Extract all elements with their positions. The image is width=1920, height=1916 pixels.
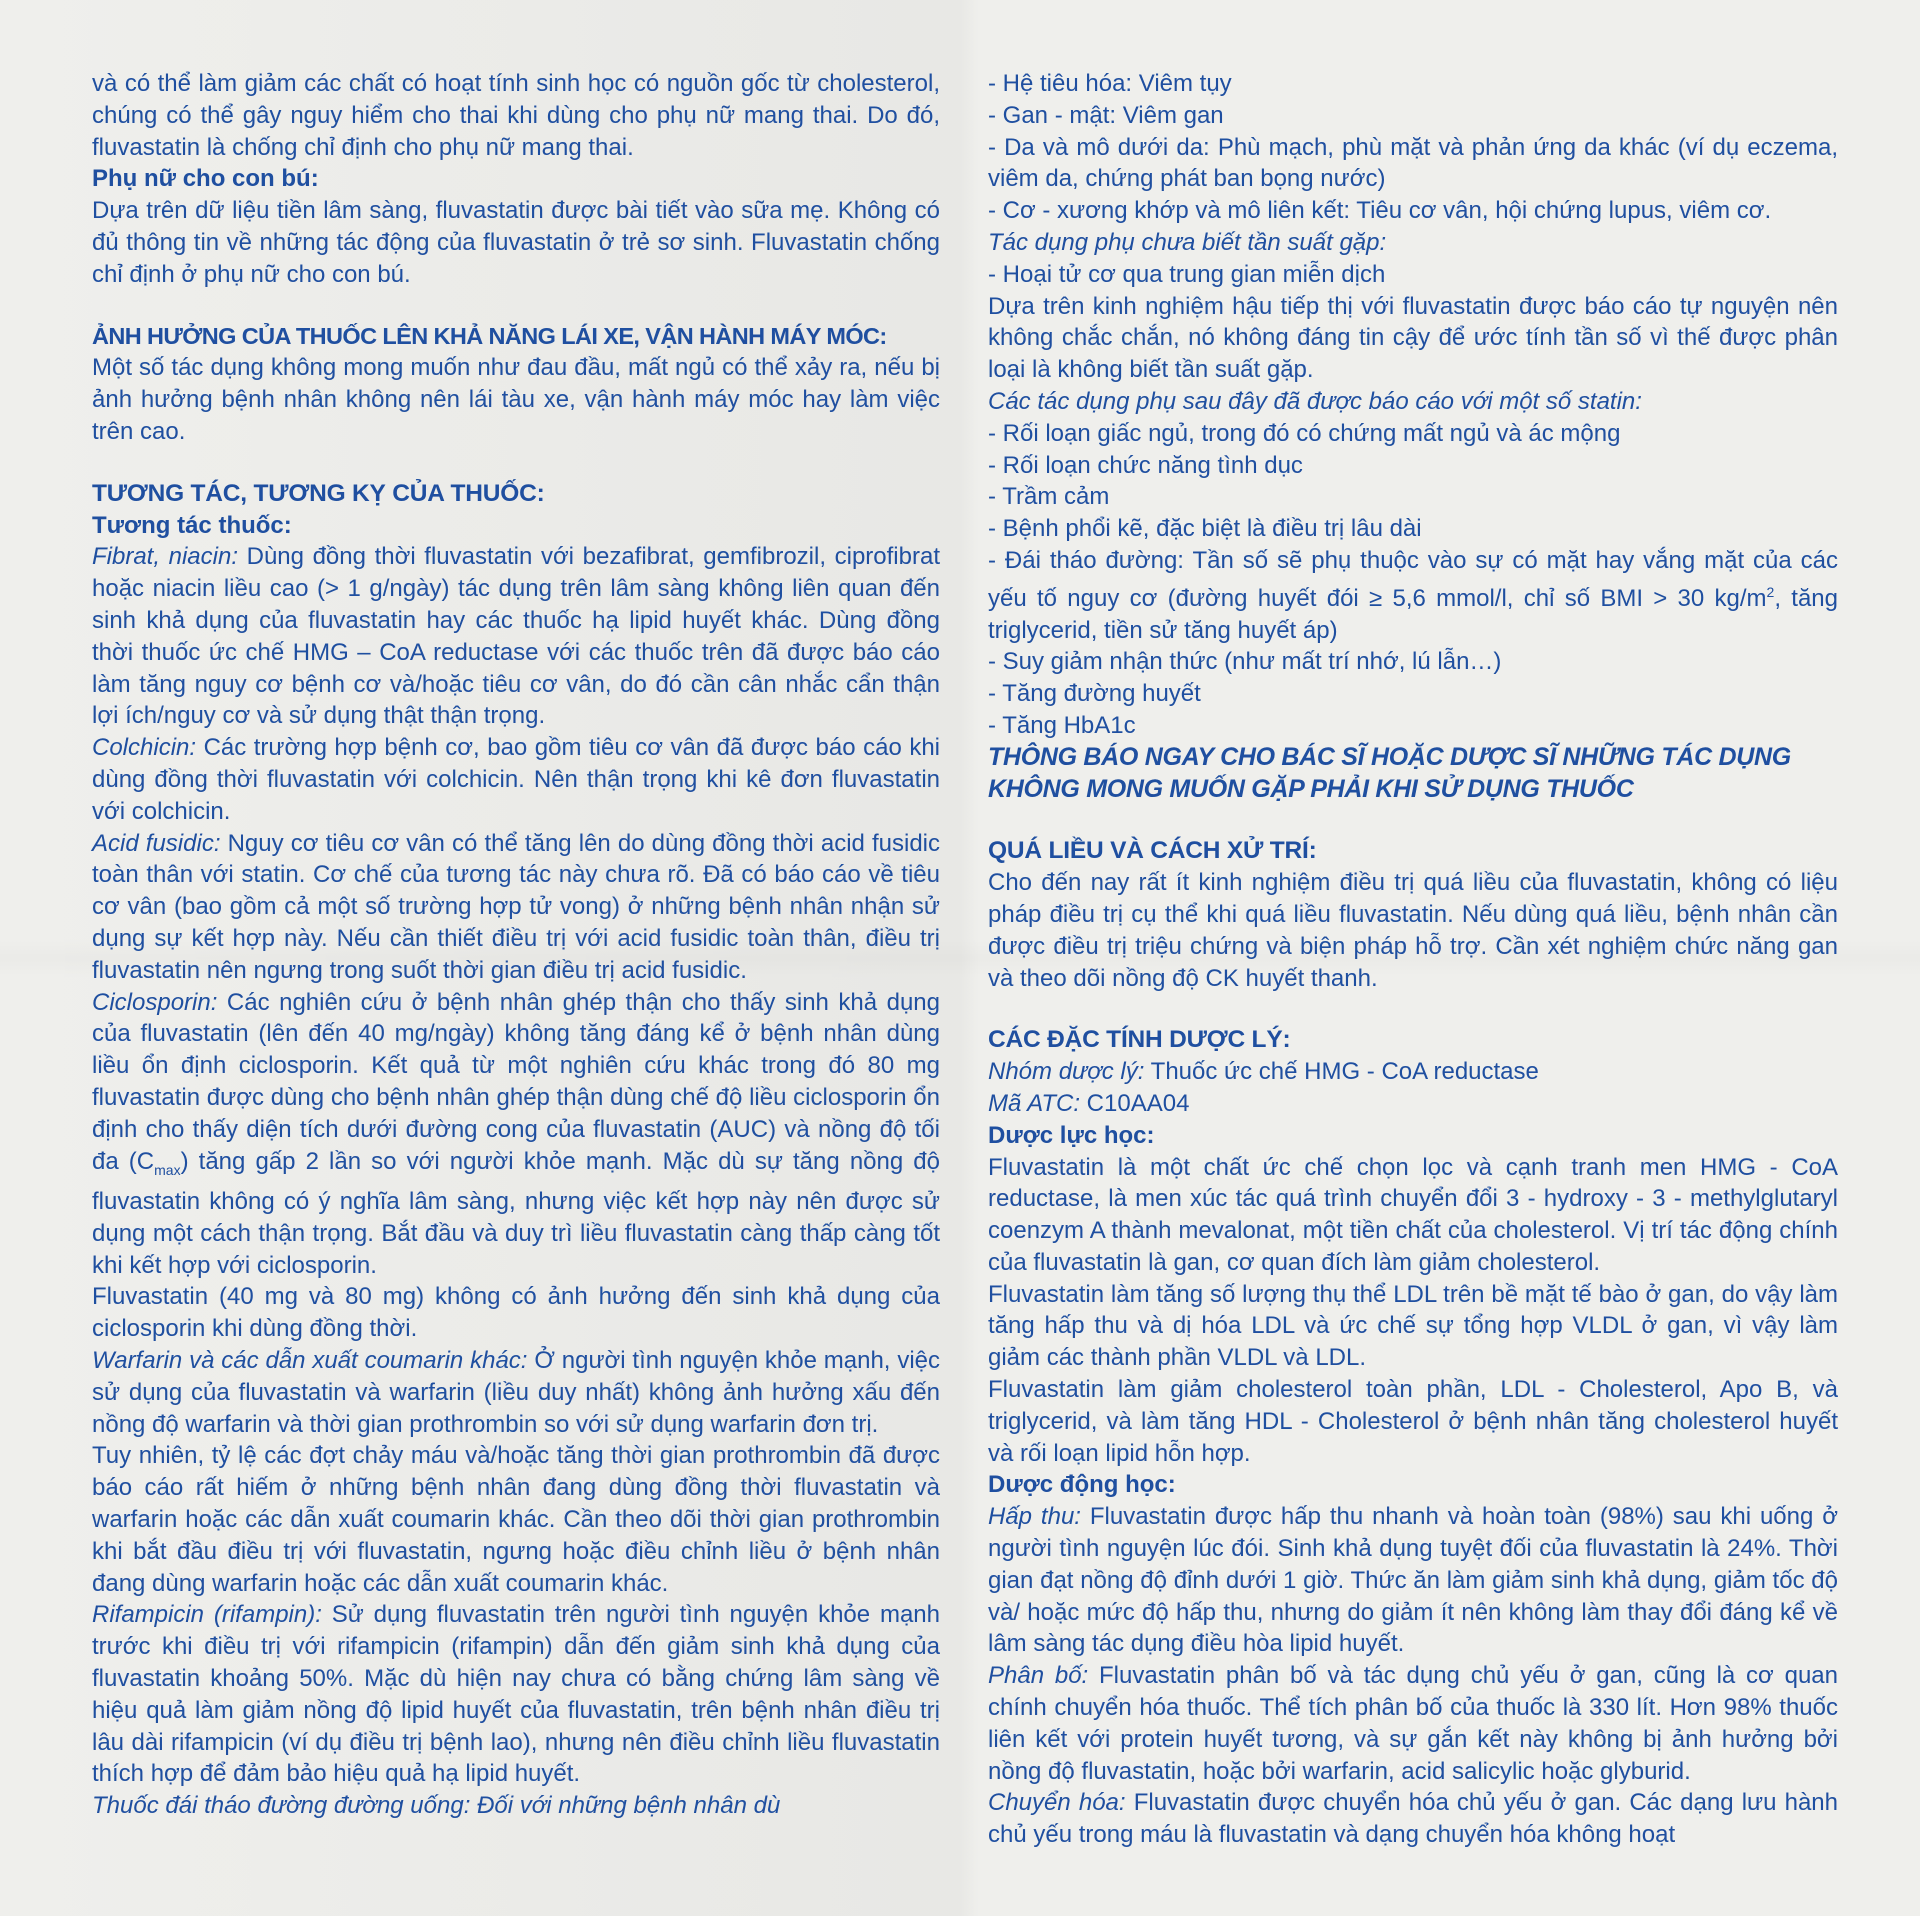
report-alert: THÔNG BÁO NGAY CHO BÁC SĨ HOẶC DƯỢC SĨ NHỮNG TÁC DỤNG KHÔNG MONG MUỐN GẶP PHẢI KHI SỬ DỤNG THUỐC	[988, 742, 1791, 803]
metabolism-label: Chuyển hóa:	[988, 1789, 1126, 1817]
pharmacodynamics-paragraph-2: Fluvastatin làm tăng số lượng thụ thể LDL trên bề mặt tế bào ở gan, do vậy làm tăng hấp thu và dị hóa LDL và ức chế sự tổng hợp VLDL ở gan, vì vậy làm giảm các thành phần VLDL và LDL.	[988, 1280, 1838, 1372]
driving-heading: ẢNH HƯỞNG CỦA THUỐC LÊN KHẢ NĂNG LÁI XE, VẬN HÀNH MÁY MÓC:	[92, 322, 887, 349]
pharmacokinetics-heading: Dược động học:	[988, 1471, 1176, 1499]
colchicin-label: Colchicin:	[92, 734, 197, 762]
superscript-2: 2	[1766, 583, 1775, 600]
cutoff-line: Thuốc đái tháo đường đường uống: Đối với những bệnh nhân dù	[92, 1792, 781, 1820]
driving-paragraph: Một số tác dụng không mong muốn như đau đầu, mất ngủ có thể xảy ra, nếu bị ảnh hưởng bệnh nhân không nên lái tàu xe, vận hành máy móc hay làm việc trên cao.	[92, 354, 940, 445]
metabolism-text: Fluvastatin được chuyển hóa chủ yếu ở gan. Các dạng lưu hành chủ yếu trong máu là fluvastatin và dạng chuyển hóa không hoạt	[988, 1789, 1838, 1849]
absorption-label: Hấp thu:	[988, 1503, 1081, 1531]
pharmacodynamics-heading: Dược lực học:	[988, 1121, 1155, 1149]
statin-item-2: - Rối loạn chức năng tình dục	[988, 451, 1303, 479]
distribution-label: Phân bố:	[988, 1662, 1089, 1690]
ciclosporin-text-a: Các nghiên cứu ở bệnh nhân ghép thận cho thấy sinh khả dụng của fluvastatin (lên đến 40 mg/ngày) không tăng đáng kể ở bệnh nhân dùng liều ổn định ciclosporin. Kết quả từ một nghiên cứu khác trong đó 80 mg fluvastatin được dùng cho bệnh nhân ghép thận dùng chế độ liều ciclosporin ổn định cho thấy diện tích dưới đường cong của fluvastatin (AUC) và nồng độ tối đa (C	[92, 988, 940, 1175]
distribution-paragraph	[988, 1660, 1838, 1787]
unknown-frequency-heading: Tác dụng phụ chưa biết tần suất gặp:	[988, 228, 1387, 256]
warfarin-label: Warfarin và các dẫn xuất coumarin khác:	[92, 1347, 528, 1375]
rifampicin-paragraph	[92, 1599, 940, 1790]
ciclosporin-paragraph-2: Fluvastatin (40 mg và 80 mg) không có ảnh hưởng đến sinh khả dụng của ciclosporin khi dùng đồng thời.	[92, 1283, 940, 1343]
overdose-paragraph: Cho đến nay rất ít kinh nghiệm điều trị quá liều của fluvastatin, không có liệu pháp điều trị cụ thể khi quá liều fluvastatin. Nếu dùng quá liều, bệnh nhân cần được điều trị triệu chứng và biện pháp hỗ trợ. Cần xét nghiệm chức năng gan và theo dõi nồng độ CK huyết thanh.	[988, 869, 1838, 992]
side-effect-item-1: - Hệ tiêu hóa: Viêm tụy	[988, 70, 1232, 97]
statin-item-4: - Bệnh phổi kẽ, đặc biệt là điều trị lâu dài	[988, 515, 1422, 543]
overdose-heading: QUÁ LIỀU VÀ CÁCH XỬ TRÍ:	[988, 837, 1317, 865]
group-label: Nhóm dược lý:	[988, 1058, 1145, 1086]
pharmacological-group	[988, 1056, 1838, 1088]
group-text: Thuốc ức chế HMG - CoA reductase	[1144, 1058, 1539, 1086]
ciclosporin-text-b: ) tăng gấp 2 lần so với người khỏe mạnh. Mặc dù sự tăng nồng độ fluvastatin không có ý nghĩa lâm sàng, nhưng việc kết hợp này nên được sử dụng một cách thận trọng. Bắt đầu và duy trì liều fluvastatin càng thấp càng tốt khi kết hợp với ciclosporin.	[92, 1147, 940, 1279]
unknown-frequency-item: - Hoại tử cơ qua trung gian miễn dịch	[988, 260, 1386, 288]
side-effect-item-3: - Da và mô dưới da: Phù mạch, phù mặt và phản ứng da khác (ví dụ eczema, viêm da, chứng phát ban bọng nước)	[988, 133, 1838, 193]
colchicin-paragraph	[92, 732, 940, 827]
colchicin-text: Các trường hợp bệnh cơ, bao gồm tiêu cơ vân đã được báo cáo khi dùng đồng thời fluvastatin với colchicin. Nên thận trọng khi kê đơn fluvastatin với colchicin.	[92, 734, 940, 825]
fusidic-text: Nguy cơ tiêu cơ vân có thể tăng lên do dùng đồng thời acid fusidic toàn thân với statin. Cơ chế của tương tác này chưa rõ. Đã có báo cáo về tiêu cơ vân (bao gồm cả một số trường hợp tử vong) ở những bệnh nhân nhận sử dụng sự kết hợp này. Nếu cần thiết điều trị với acid fusidic toàn thân, điều trị fluvastatin nên ngưng trong suốt thời gian điều trị acid fusidic.	[92, 829, 940, 984]
statin-item-3: - Trầm cảm	[988, 483, 1110, 511]
drug-interaction-heading: Tương tác thuốc:	[92, 511, 292, 539]
absorption-text: Fluvastatin được hấp thu nhanh và hoàn toàn (98%) sau khi uống ở người tình nguyện lúc đói. Sinh khả dụng tuyệt đối của fluvastatin là 24%. Thời gian đạt nồng độ đỉnh dưới 1 giờ. Thức ăn làm giảm sinh khả dụng, giảm tốc độ và/ hoặc mức độ hấp thu, nhưng do giảm ít nên không làm thay đổi đáng kể về lâm sàng tác dụng điều hòa lipid huyết.	[988, 1503, 1838, 1658]
rifampicin-label: Rifampicin (rifampin):	[92, 1601, 322, 1629]
ciclosporin-paragraph	[92, 987, 940, 1282]
pregnancy-paragraph: và có thể làm giảm các chất có hoạt tính sinh học có nguồn gốc từ cholesterol, chúng có thể gây nguy hiểm cho thai khi dùng cho phụ nữ mang thai. Do đó, fluvastatin là chống chỉ định cho phụ nữ mang thai.	[92, 70, 940, 161]
statin-item-1: - Rối loạn giấc ngủ, trong đó có chứng mất ngủ và ác mộng	[988, 419, 1621, 447]
fibrat-text: Dùng đồng thời fluvastatin với bezafibrat, gemfibrozil, ciprofibrat hoặc niacin liều cao (> 1 g/ngày) tác dụng trên lâm sàng không liên quan đến sinh khả dụng của fluvastatin hay các thuốc hạ lipid huyết khác. Dùng đồng thời thuốc ức chế HMG – CoA reductase với các thuốc trên đã được báo cáo làm tăng nguy cơ bệnh cơ và/hoặc tiêu cơ vân, do đó cần cân nhắc cẩn thận lợi ích/nguy cơ và sử dụng thật thận trọng.	[92, 543, 940, 730]
ciclosporin-label: Ciclosporin:	[92, 988, 218, 1016]
fibrat-paragraph	[92, 541, 940, 732]
absorption-paragraph	[988, 1501, 1838, 1660]
statin-effects-heading: Các tác dụng phụ sau đây đã được báo cáo với một số statin:	[988, 387, 1642, 415]
unknown-frequency-paragraph: Dựa trên kinh nghiệm hậu tiếp thị với fluvastatin được báo cáo tự nguyện nên không chắc chắn, nó không đáng tin cậy để ước tính tần số vì thế được phân loại là không biết tần suất gặp.	[988, 292, 1838, 384]
diabetes-item	[988, 545, 1838, 646]
rifampicin-text: Sử dụng fluvastatin trên người tình nguyện khỏe mạnh trước khi điều trị với rifampicin (rifampin) dẫn đến giảm sinh khả dụng của fluvastatin khoảng 50%. Mặc dù hiện nay chưa có bằng chứng lâm sàng về hiệu quả làm giảm nồng độ lipid huyết của fluvastatin, trên bệnh nhân điều trị lâu dài rifampicin (ví dụ điều trị bệnh lao), nhưng nên điều chỉnh liều fluvastatin thích hợp để đảm bảo hiệu quả hạ lipid huyết.	[92, 1601, 940, 1788]
atc-code	[988, 1088, 1838, 1120]
breastfeeding-paragraph: Dựa trên dữ liệu tiền lâm sàng, fluvastatin được bài tiết vào sữa mẹ. Không có đủ thông tin về những tác động của fluvastatin ở trẻ sơ sinh. Fluvastatin chống chỉ định ở phụ nữ cho con bú.	[92, 197, 940, 288]
pharmacology-heading: CÁC ĐẶC TÍNH DƯỢC LÝ:	[988, 1026, 1291, 1054]
fusidic-label: Acid fusidic:	[92, 829, 221, 857]
right-column	[988, 68, 1838, 1851]
metabolism-paragraph	[988, 1787, 1838, 1851]
diabetes-text-b: , tăng triglycerid, tiền sử tăng huyết áp)	[988, 584, 1839, 644]
statin-item-7: - Tăng HbA1c	[988, 711, 1136, 739]
fusidic-paragraph	[92, 828, 940, 987]
warfarin-paragraph	[92, 1345, 940, 1440]
atc-text: C10AA04	[1080, 1089, 1190, 1117]
diabetes-text-a: - Đái tháo đường: Tần số sẽ phụ thuộc vào sự có mặt hay vắng mặt của các yếu tố nguy cơ (đường huyết đói ≥ 5,6 mmol/l, chỉ số BMI > 30 kg/m	[988, 546, 1838, 612]
statin-item-6: - Tăng đường huyết	[988, 680, 1201, 708]
side-effect-item-4: - Cơ - xương khớp và mô liên kết: Tiêu cơ vân, hội chứng lupus, viêm cơ.	[988, 197, 1772, 225]
interaction-heading: TƯƠNG TÁC, TƯƠNG KỴ CỦA THUỐC:	[92, 479, 545, 507]
atc-label: Mã ATC:	[988, 1089, 1081, 1117]
fibrat-label: Fibrat, niacin:	[92, 543, 238, 571]
statin-item-5: - Suy giảm nhận thức (như mất trí nhớ, lú lẫn…)	[988, 648, 1502, 676]
pharmacodynamics-paragraph-3: Fluvastatin làm giảm cholesterol toàn phần, LDL - Cholesterol, Apo B, và triglycerid, và làm tăng HDL - Cholesterol ở bệnh nhân tăng cholesterol huyết và rối loạn lipid hỗn hợp.	[988, 1376, 1838, 1467]
warfarin-text: Ở người tình nguyện khỏe mạnh, việc sử dụng của fluvastatin và warfarin (liều duy nhất) không ảnh hưởng xấu đến nồng độ warfarin và thời gian prothrombin so với sử dụng warfarin đơn trị.	[92, 1347, 940, 1438]
warfarin-paragraph-2: Tuy nhiên, tỷ lệ các đợt chảy máu và/hoặc tăng thời gian prothrombin đã được báo cáo rất hiếm ở những bệnh nhân đang dùng đồng thời fluvastatin và warfarin hoặc các dẫn xuất coumarin khác. Cần theo dõi thời gian prothrombin khi bắt đầu điều trị với fluvastatin, ngưng hoặc điều chỉnh liều ở bệnh nhân đang dùng warfarin hoặc các dẫn xuất coumarin khác.	[92, 1442, 940, 1597]
distribution-text: Fluvastatin phân bố và tác dụng chủ yếu ở gan, cũng là cơ quan chính chuyển hóa thuốc. Thể tích phân bố của thuốc là 330 lít. Hơn 98% thuốc liên kết với protein huyết tương, và sự gắn kết này không bị ảnh hưởng bởi nồng độ fluvastatin, hoặc bởi warfarin, acid salicylic hoặc glyburid.	[988, 1662, 1838, 1785]
cmax-subscript: max	[154, 1161, 181, 1178]
breastfeeding-heading: Phụ nữ cho con bú:	[92, 165, 319, 193]
left-column	[92, 68, 940, 1822]
pharmacodynamics-paragraph-1: Fluvastatin là một chất ức chế chọn lọc và cạnh tranh men HMG - CoA reductase, là men xúc tác quá trình chuyển đổi 3 - hydroxy - 3 - methylglutaryl coenzym A thành mevalonat, một tiền chất của cholesterol. Vị trí tác động chính của fluvastatin là gan, cơ quan đích làm giảm cholesterol.	[988, 1153, 1838, 1276]
side-effect-item-2: - Gan - mật: Viêm gan	[988, 101, 1224, 129]
